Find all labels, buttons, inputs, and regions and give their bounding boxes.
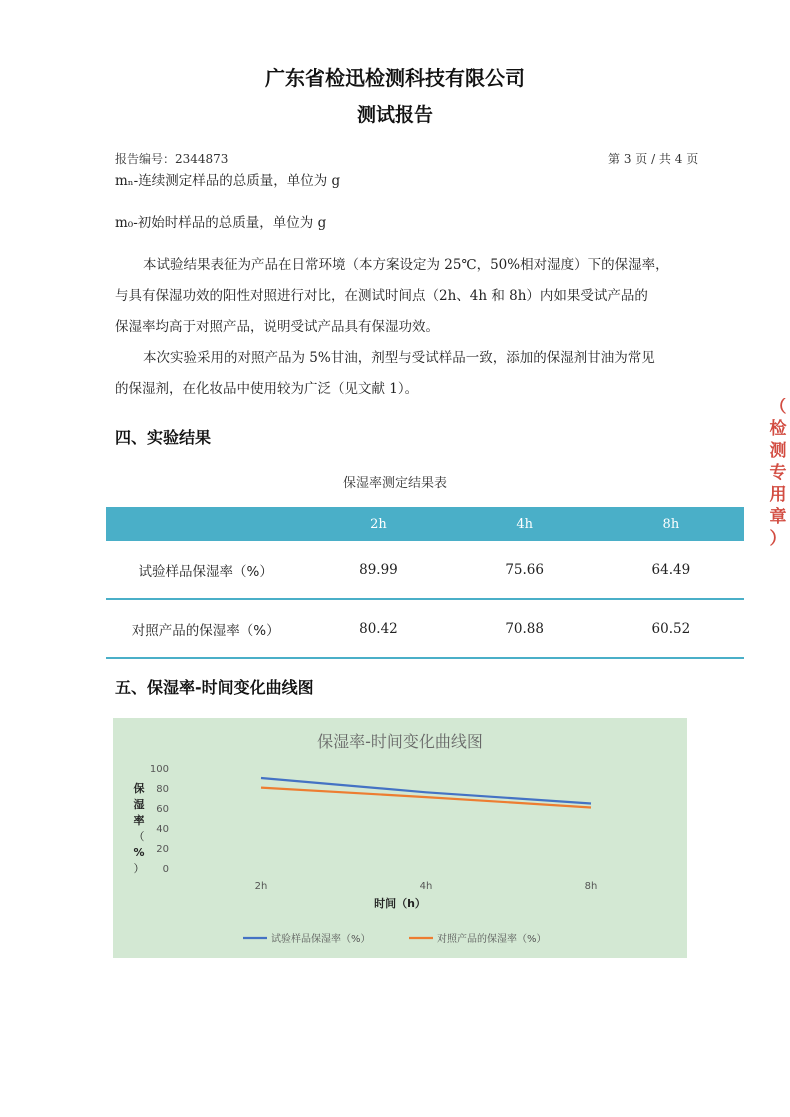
table-cell: 75.66 (452, 541, 598, 599)
section-4-heading: 四、实验结果 (115, 428, 212, 447)
paragraph-1-line-3: 保湿率均高于对照产品，说明受试产品具有保湿功效。 (115, 319, 439, 335)
report-number: 报告编号：2344873 (115, 152, 229, 166)
page-info: 第 3 页 / 共 4 页 (608, 152, 699, 166)
table-header-cell (106, 507, 305, 541)
humidity-chart (113, 718, 687, 958)
document-title: 测试报告 (356, 104, 433, 126)
stamp-char: 测 (769, 441, 787, 461)
y-tick-label: 40 (156, 824, 169, 835)
table-header-cell: 2h (305, 507, 451, 541)
stamp-char: （ (769, 398, 787, 417)
y-tick-label: 20 (156, 844, 169, 855)
table-caption: 保湿率测定结果表 (342, 476, 447, 491)
table-cell: 89.99 (305, 541, 451, 599)
stamp-char: 检 (769, 419, 787, 439)
legend-label: 对照产品的保湿率（%） (437, 934, 547, 945)
table-header-cell: 8h (598, 507, 744, 541)
y-axis-label-char: （ (133, 830, 145, 843)
table-cell: 70.88 (452, 599, 598, 658)
paragraph-1-line-1: 本试验结果表征为产品在日常环境（本方案设定为 25℃，50%相对湿度）下的保湿率， (143, 257, 669, 273)
y-axis-label-char: 保 (133, 782, 145, 795)
y-tick-label: 0 (162, 864, 169, 875)
x-tick-label: 4h (419, 881, 433, 892)
y-axis-label-char: % (133, 846, 145, 859)
y-axis-label-char: 率 (133, 814, 145, 827)
paragraph-2-line-1: 本次实验采用的对照产品为 5%甘油，剂型与受试样品一致，添加的保湿剂甘油为常见 (143, 350, 655, 366)
x-axis-label: 时间（h） (374, 897, 426, 910)
stamp-char: 专 (769, 463, 787, 483)
table-row (106, 599, 744, 658)
definition-m0: m₀-初始时样品的总质量，单位为 g (115, 215, 327, 231)
chart-background (113, 718, 687, 958)
y-axis-label-char: ） (133, 862, 145, 875)
legend-label: 试验样品保湿率（%） (271, 934, 371, 945)
stamp-text (770, 398, 788, 549)
y-tick-label: 80 (156, 784, 169, 795)
y-tick-label: 60 (156, 804, 169, 815)
x-tick-label: 2h (254, 881, 268, 892)
official-stamp (758, 398, 790, 568)
table-cell: 80.42 (305, 599, 451, 658)
table-cell: 60.52 (598, 599, 744, 658)
company-name: 广东省检迅检测科技有限公司 (265, 66, 525, 90)
stamp-char: ） (769, 529, 787, 549)
results-table (106, 507, 744, 659)
section-5-heading: 五、保湿率-时间变化曲线图 (115, 678, 314, 697)
paragraph-2-line-2: 的保湿剂，在化妆品中使用较为广泛（见文献 1）。 (115, 381, 419, 397)
table-header-cell: 4h (452, 507, 598, 541)
table-cell: 64.49 (598, 541, 744, 599)
paragraph-1-line-2: 与具有保湿功效的阳性对照进行对比，在测试时间点（2h、4h 和 8h）内如果受试产品的 (115, 288, 648, 304)
definition-mn: mₙ-连续测定样品的总质量，单位为 g (115, 173, 341, 189)
x-tick-label: 8h (584, 881, 598, 892)
chart-title: 保湿率-时间变化曲线图 (317, 732, 483, 751)
stamp-char: 用 (769, 485, 787, 505)
stamp-char: 章 (769, 507, 787, 527)
y-tick-label: 100 (149, 764, 169, 775)
y-axis-label-char: 湿 (133, 798, 145, 811)
row-label: 试验样品保湿率（%） (106, 541, 305, 599)
row-label: 对照产品的保湿率（%） (106, 599, 305, 658)
table-row (106, 541, 744, 599)
